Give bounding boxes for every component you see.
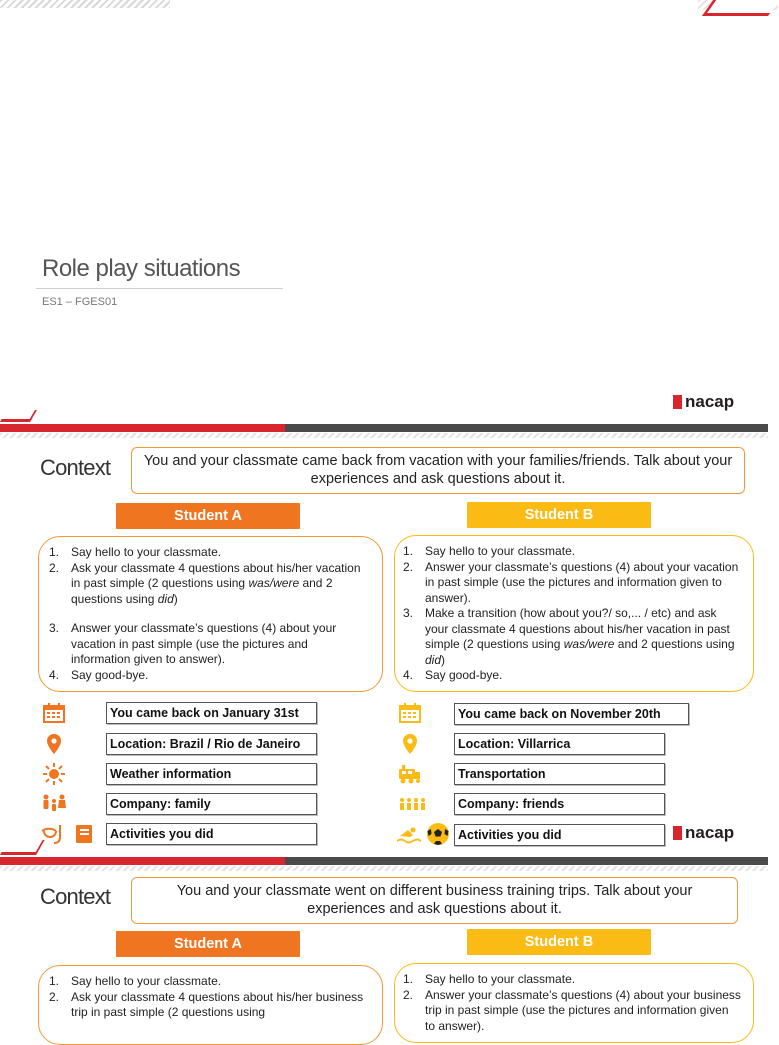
task-item: 1. Say hello to your classmate. <box>49 974 222 988</box>
task-item: 1. Say hello to your classmate. <box>49 545 222 559</box>
context-label: Context <box>40 455 111 480</box>
task-item: 3. Answer your classmate’s questions (4) about your vacation in past simple (use the pictures and information given to answer). <box>49 621 337 666</box>
family-icon <box>42 793 66 815</box>
context-box: You and your classmate came back from vacation with your families/friends. Talk about your experiences and ask questions about it. <box>131 447 745 494</box>
info-field-activities: Activities you did <box>454 824 665 846</box>
info-field-date: You came back on November 20th <box>454 703 689 725</box>
logo-mark <box>673 395 682 409</box>
task-item: 4. Say good-bye. <box>49 667 149 682</box>
sun-icon <box>42 763 66 785</box>
slide-title: Role play situations <box>42 255 241 282</box>
divider-stripes <box>0 433 768 438</box>
inacap-logo <box>673 823 734 843</box>
top-left-stripes <box>0 0 170 8</box>
info-field-date: You came back on January 31st <box>106 702 317 724</box>
info-field-activities: Activities you did <box>106 823 317 845</box>
task-item: 1. Say hello to your classmate. <box>403 544 576 558</box>
task-item: 4. Say good-bye. <box>403 668 503 682</box>
student-a-tasks <box>38 536 383 692</box>
calendar-icon <box>42 702 66 724</box>
context-label: Context <box>40 884 111 909</box>
student-b-tasks <box>394 535 754 692</box>
info-field-company: Company: family <box>106 793 317 815</box>
student-b-tasks <box>394 963 754 1043</box>
task-item: 3. Make a transition (how about you?/ so,... / etc) and ask your classmate 4 questions about his/her vacation in past simple (2 questions using was/were and 2 questions using did) <box>403 606 735 667</box>
slide-divider-band <box>0 424 768 432</box>
info-field-transportation: Transportation <box>454 763 665 785</box>
inacap-logo <box>673 392 734 412</box>
calendar-icon <box>398 702 422 724</box>
divider-stripes <box>0 866 768 871</box>
title-divider <box>36 288 283 289</box>
corner-accent <box>0 410 37 422</box>
train-icon <box>398 763 422 785</box>
task-item: 2. Answer your classmate’s questions (4) about your vacation in past simple (use the pictures and information given to answer). <box>403 559 739 605</box>
location-pin-icon <box>398 733 422 755</box>
logo-text: nacap <box>685 823 735 842</box>
task-item: 1. Say hello to your classmate. <box>403 972 576 986</box>
top-right-accent <box>702 0 779 16</box>
slide-divider-band <box>0 857 768 865</box>
slide-subtitle: ES1 – FGES01 <box>42 296 118 308</box>
student-b-label: Student B <box>467 929 651 955</box>
logo-mark <box>673 826 682 840</box>
task-item: 2. Ask your classmate 4 questions about his/her business trip in past simple (2 questions using <box>49 989 364 1019</box>
info-field-weather: Weather information <box>106 763 317 785</box>
task-item: 2. Ask your classmate 4 questions about his/her vacation in past simple (2 questions using was/were and 2 questions using did) <box>49 560 361 606</box>
location-pin-icon <box>42 733 66 755</box>
student-b-label: Student B <box>467 502 651 528</box>
student-a-tasks <box>38 965 383 1045</box>
swim-soccer-icon <box>396 823 450 845</box>
student-a-label: Student A <box>116 931 300 957</box>
context-box: You and your classmate went on different business training trips. Talk about your experiences and ask questions about it. <box>131 877 738 924</box>
info-field-company: Company: friends <box>454 793 665 815</box>
info-field-location: Location: Villarrica <box>454 733 665 755</box>
task-item: 2. Answer your classmate’s questions (4) about your business trip in past simple (use the pictures and information given to answer). <box>403 987 741 1033</box>
logo-text: nacap <box>685 392 735 411</box>
corner-accent <box>0 840 45 855</box>
snorkel-book-icon <box>40 823 96 845</box>
friends-icon <box>398 793 428 815</box>
info-field-location: Location: Brazil / Rio de Janeiro <box>106 733 317 755</box>
student-a-label: Student A <box>116 503 300 529</box>
